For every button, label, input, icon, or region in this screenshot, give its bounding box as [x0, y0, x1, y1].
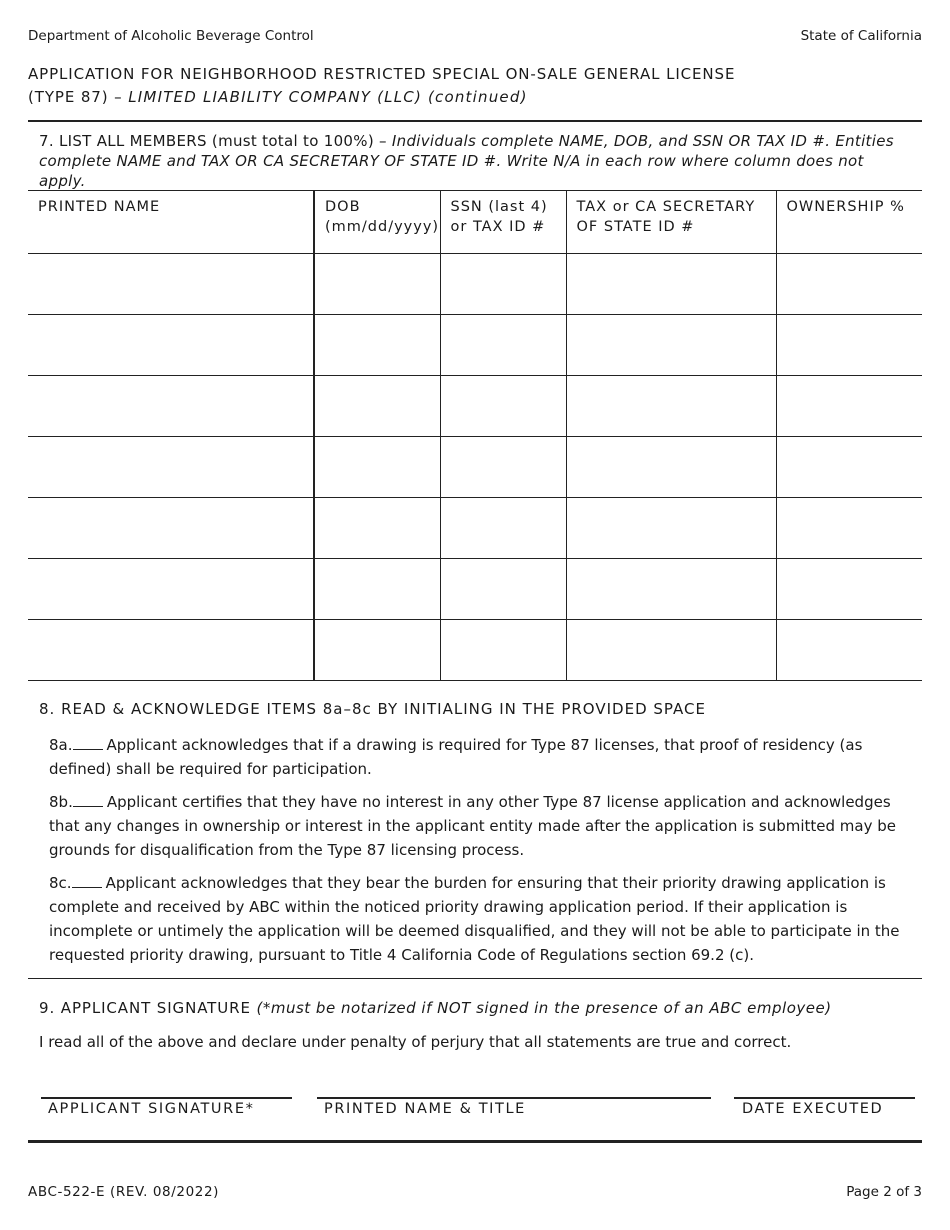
table-row — [28, 559, 922, 620]
state-name: State of California — [800, 28, 922, 44]
date-label: DATE EXECUTED — [742, 1101, 884, 1117]
ack-label: 8c. — [49, 874, 72, 892]
member-name-cell[interactable] — [28, 620, 314, 681]
member-ownership-cell[interactable] — [776, 376, 922, 437]
member-taxid-cell[interactable] — [566, 559, 776, 620]
ack-item-8c — [49, 871, 909, 967]
member-name-cell[interactable] — [28, 559, 314, 620]
declaration-text: I read all of the above and declare under penalty of perjury that all statements are true and correct. — [39, 1033, 792, 1051]
member-name-cell[interactable] — [28, 498, 314, 559]
section7-top-rule — [28, 120, 922, 122]
printed-name-label: PRINTED NAME & TITLE — [324, 1101, 526, 1117]
member-dob-cell[interactable] — [314, 498, 440, 559]
date-line[interactable] — [734, 1097, 915, 1099]
member-name-cell[interactable] — [28, 376, 314, 437]
table-row — [28, 437, 922, 498]
member-ownership-cell[interactable] — [776, 559, 922, 620]
form-title-line1: APPLICATION FOR NEIGHBORHOOD RESTRICTED SPECIAL ON-SALE GENERAL LICENSE — [28, 65, 736, 83]
section7-title: 7. LIST ALL MEMBERS — [39, 132, 207, 150]
member-taxid-cell[interactable] — [566, 376, 776, 437]
member-dob-cell[interactable] — [314, 376, 440, 437]
member-dob-cell[interactable] — [314, 437, 440, 498]
member-dob-cell[interactable] — [314, 254, 440, 315]
member-ownership-cell[interactable] — [776, 620, 922, 681]
member-ssn-cell[interactable] — [440, 498, 566, 559]
section7-instructions: Individuals complete NAME, DOB, and SSN OR TAX ID #. Entities complete NAME and TAX OR CA SECRETARY OF STATE ID #. Write N/A in each row where column does not apply. — [39, 132, 894, 190]
members-table-header — [28, 191, 922, 254]
member-dob-cell[interactable] — [314, 559, 440, 620]
ack-text: Applicant acknowledges that if a drawing is required for Type 87 licenses, that proof of residency (as defined) shall be required for participation. — [49, 736, 863, 778]
form-title-type: (TYPE 87) – — [28, 88, 129, 106]
ack-item-8a — [49, 733, 909, 781]
section9-note: (*must be notarized if NOT signed in the presence of an ABC employee) — [256, 999, 832, 1017]
member-ssn-cell[interactable] — [440, 437, 566, 498]
initial-field-8a[interactable] — [73, 735, 103, 750]
ack-text: Applicant certifies that they have no interest in any other Type 87 license application and acknowledges that any changes in ownership or interest in the applicant entity made after the application is submitted may be grounds for disqualification from the Type 87 licensing process. — [49, 793, 896, 859]
member-name-cell[interactable] — [28, 315, 314, 376]
ack-text: Applicant acknowledges that they bear the burden for ensuring that their priority drawing application is complete and received by ABC within the noticed priority drawing application period. If their application is incomplete or untimely the application will be deemed disqualified, and they will not be able to participate in the requested priority drawing, pursuant to Title 4 California Code of Regulations section 69.2 (c). — [49, 874, 900, 964]
printed-name-line[interactable] — [317, 1097, 711, 1099]
table-row — [28, 254, 922, 315]
section8-bottom-rule — [28, 978, 922, 979]
form-title-entity: LIMITED LIABILITY COMPANY (LLC) (continued) — [128, 88, 528, 106]
form-title-line2 — [28, 86, 735, 109]
ack-item-8b — [49, 790, 909, 862]
member-ownership-cell[interactable] — [776, 437, 922, 498]
page-number: Page 2 of 3 — [846, 1184, 922, 1200]
member-ownership-cell[interactable] — [776, 498, 922, 559]
section9-title: 9. APPLICANT SIGNATURE — [39, 999, 257, 1017]
section7-note: (must total to 100%) – — [206, 132, 392, 150]
member-taxid-cell[interactable] — [566, 437, 776, 498]
member-ownership-cell[interactable] — [776, 315, 922, 376]
table-row — [28, 498, 922, 559]
member-name-cell[interactable] — [28, 437, 314, 498]
section7-heading — [39, 131, 909, 191]
department-name: Department of Alcoholic Beverage Control — [28, 28, 314, 44]
member-name-cell[interactable] — [28, 254, 314, 315]
member-taxid-cell[interactable] — [566, 498, 776, 559]
col-printed-name: PRINTED NAME — [28, 191, 314, 254]
member-taxid-cell[interactable] — [566, 620, 776, 681]
table-row — [28, 315, 922, 376]
section9-heading — [39, 999, 832, 1017]
member-ssn-cell[interactable] — [440, 620, 566, 681]
member-taxid-cell[interactable] — [566, 254, 776, 315]
table-row — [28, 376, 922, 437]
section9-bottom-rule — [28, 1140, 922, 1143]
table-row — [28, 620, 922, 681]
ack-label: 8b. — [49, 793, 73, 811]
signature-label: APPLICANT SIGNATURE* — [48, 1101, 255, 1117]
member-ssn-cell[interactable] — [440, 254, 566, 315]
initial-field-8c[interactable] — [72, 873, 102, 888]
member-ownership-cell[interactable] — [776, 254, 922, 315]
signature-line[interactable] — [41, 1097, 292, 1099]
member-dob-cell[interactable] — [314, 620, 440, 681]
col-dob: DOB (mm/dd/yyyy) — [314, 191, 440, 254]
member-ssn-cell[interactable] — [440, 315, 566, 376]
ack-label: 8a. — [49, 736, 73, 754]
col-ssn: SSN (last 4) or TAX ID # — [440, 191, 566, 254]
member-dob-cell[interactable] — [314, 315, 440, 376]
initial-field-8b[interactable] — [73, 792, 103, 807]
member-ssn-cell[interactable] — [440, 376, 566, 437]
member-taxid-cell[interactable] — [566, 315, 776, 376]
section8-heading: 8. READ & ACKNOWLEDGE ITEMS 8a–8c BY INITIALING IN THE PROVIDED SPACE — [39, 700, 706, 718]
form-title — [28, 63, 735, 109]
members-table — [28, 190, 922, 681]
member-ssn-cell[interactable] — [440, 559, 566, 620]
col-tax-id: TAX or CA SECRETARY OF STATE ID # — [566, 191, 776, 254]
form-id: ABC-522-E (REV. 08/2022) — [28, 1184, 220, 1200]
col-ownership: OWNERSHIP % — [776, 191, 922, 254]
